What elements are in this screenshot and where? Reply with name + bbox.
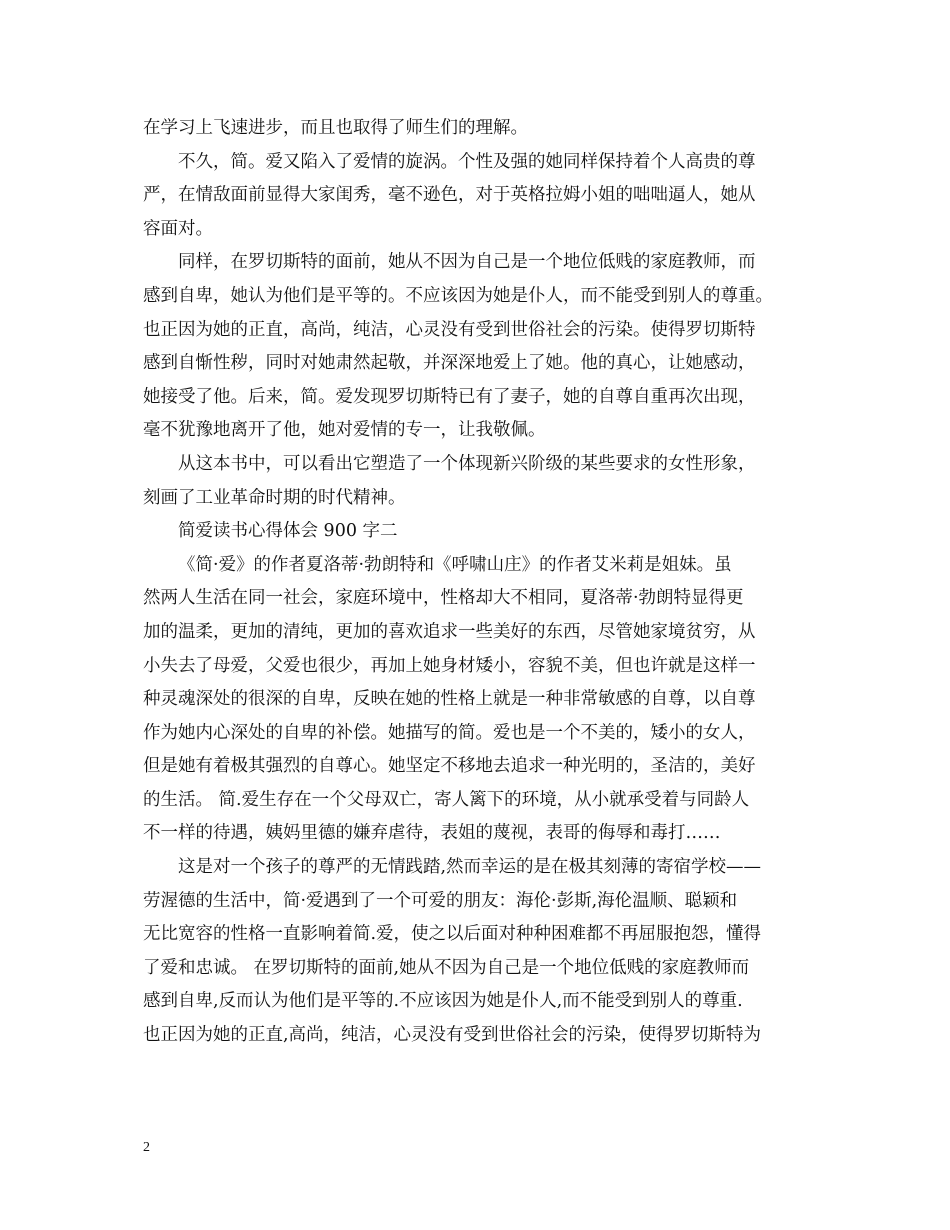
text-line: 简爱读书心得体会 900 字二 — [178, 521, 398, 542]
text-line: 作为她内心深处的自卑的补偿。她描写的简。爱也是一个不美的，矮小的女人， — [143, 722, 756, 743]
document-body — [143, 112, 813, 1053]
text-line: 小失去了母爱，父爱也很少，再加上她身材矮小，容貌不美，但也许就是这样一 — [143, 655, 756, 676]
text-line: 也正因为她的正直,高尚，纯洁，心灵没有受到世俗社会的污染，使得罗切斯特为 — [143, 1025, 762, 1046]
text-line: 加的温柔，更加的清纯，更加的喜欢追求一些美好的东西，尽管她家境贫穷，从 — [143, 621, 756, 642]
text-line: 了爱和忠诚。 在罗切斯特的面前,她从不因为自己是一个地位低贱的家庭教师而 — [143, 957, 750, 978]
text-line: 也正因为她的正直，高尚，纯洁，心灵没有受到世俗社会的污染。使得罗切斯特 — [143, 319, 756, 340]
text-line: 从这本书中，可以看出它塑造了一个体现新兴阶级的某些要求的女性形象， — [178, 453, 756, 474]
text-line: 不一样的待遇，姨妈里德的嫌弃虐待，表姐的蔑视，表哥的侮辱和毒打…… — [143, 823, 721, 844]
text-line: 在学习上飞速进步，而且也取得了师生们的理解。 — [143, 118, 528, 138]
text-line: 但是她有着极其强烈的自尊心。她坚定不移地去追求一种光明的，圣洁的，美好 — [143, 756, 756, 777]
text-line: 她接受了他。后来，简。爱发现罗切斯特已有了妻子，她的自尊自重再次出现， — [143, 386, 756, 407]
text-line: 然两人生活在同一社会，家庭环境中，性格却大不相同，夏洛蒂·勃朗特显得更 — [143, 588, 744, 609]
text-line: 刻画了工业革命时期的时代精神。 — [143, 487, 406, 508]
text-line: 同样，在罗切斯特的面前，她从不因为自己是一个地位低贱的家庭教师，而 — [178, 252, 756, 273]
text-line: 无比宽容的性格一直影响着简.爱，使之以后面对种种困难都不再屈服抱怨，懂得 — [143, 924, 762, 945]
text-line: 感到自惭性秽，同时对她肃然起敬，并深深地爱上了她。他的真心，让她感动， — [143, 353, 756, 374]
text-line: 严，在情敌面前显得大家闺秀，毫不逊色，对于英格拉姆小姐的咄咄逼人，她从 — [143, 185, 756, 206]
text-line: 容面对。 — [143, 218, 213, 239]
text-line: 这是对一个孩子的尊严的无情践踏,然而幸运的是在极其刻薄的寄宿学校—— — [178, 857, 762, 878]
text-line: 感到自卑,反而认为他们是平等的.不应该因为她是仆人,而不能受到别人的尊重. — [143, 991, 743, 1012]
text-line: 劳渥德的生活中，简·爱遇到了一个可爱的朋友：海伦·彭斯,海伦温顺、聪颖和 — [143, 890, 738, 911]
text-line: 感到自卑，她认为他们是平等的。不应该因为她是仆人，而不能受到别人的尊重。 — [143, 285, 773, 306]
text-line: 种灵魂深处的很深的自卑，反映在她的性格上就是一种非常敏感的自尊，以自尊 — [143, 689, 756, 710]
text-line: 毫不犹豫地离开了他，她对爱情的专一，让我敬佩。 — [143, 420, 546, 441]
text-line: 《简·爱》的作者夏洛蒂·勃朗特和《呼啸山庄》的作者艾米莉是姐妹。虽 — [178, 554, 732, 575]
text-line: 的生活。 简.爱生存在一个父母双亡，寄人篱下的环境，从小就承受着与同龄人 — [143, 789, 750, 810]
text-line: 不久，简。爱又陷入了爱情的旋涡。个性及强的她同样保持着个人高贵的尊 — [178, 151, 756, 172]
page-number: 2 — [143, 1140, 150, 1155]
